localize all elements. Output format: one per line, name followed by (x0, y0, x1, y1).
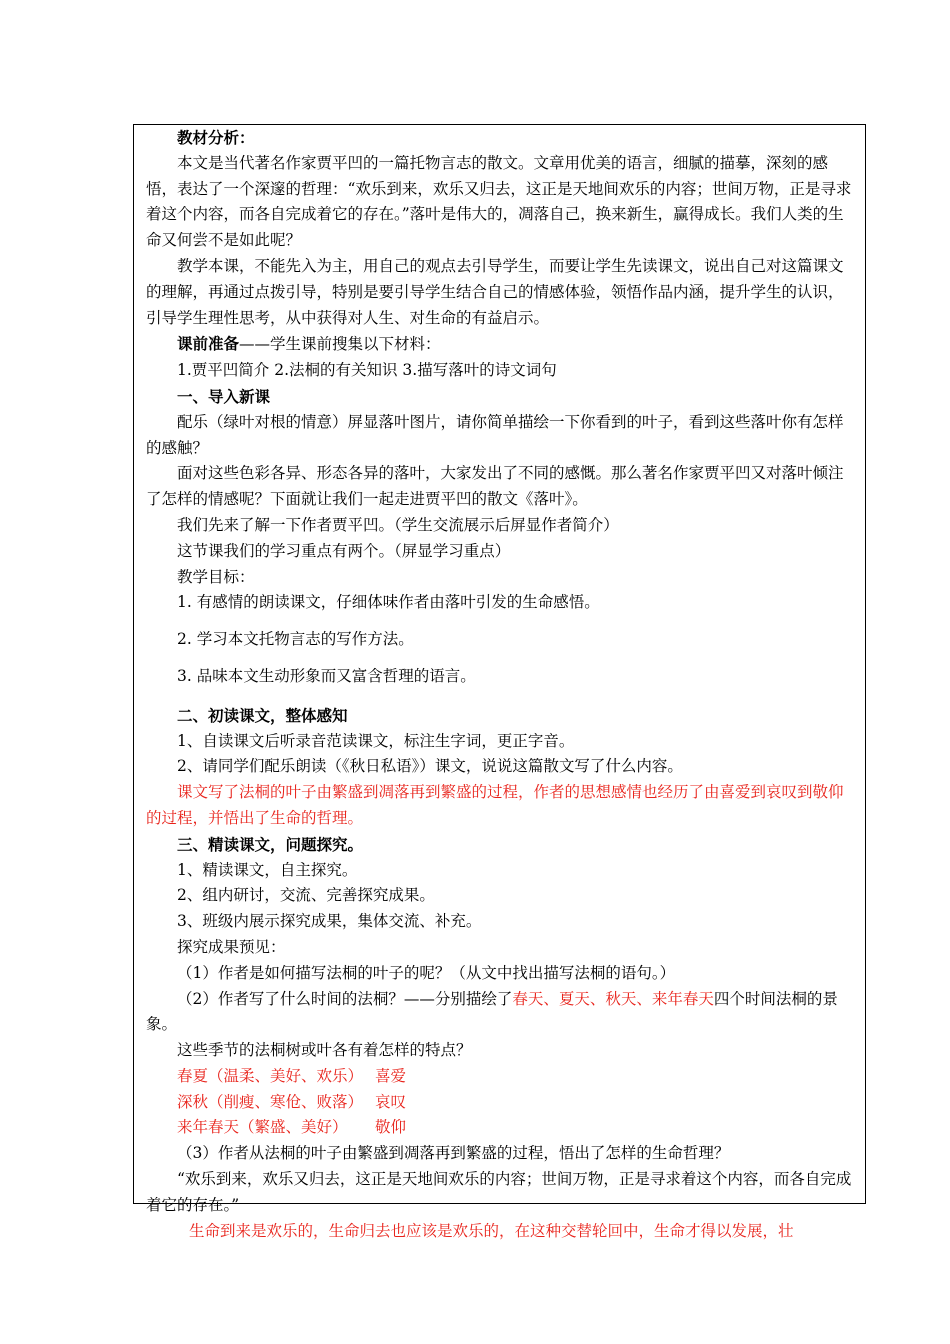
question-2-end: 四个时间法桐的景象。 (146, 989, 838, 1034)
question-2-text: （2）作者写了什么时间的法桐？——分别描绘了 (177, 989, 513, 1008)
goal-1: 1. 有感情的朗读课文，仔细体味作者由落叶引发的生命感悟。 (177, 593, 600, 612)
season-feeling: 哀叹 (375, 1092, 407, 1111)
preparation-items: 1.贾平凹简介 2.法桐的有关知识 3.描写落叶的诗文词句 (177, 361, 557, 380)
reading-answer: 课文写了法桐的叶子由繁盛到凋落再到繁盛的过程，作者的思想感情也经历了由喜爱到哀叹到敬仰的过程，并悟出了生命的哲理。 (146, 783, 844, 827)
goal-2: 2. 学习本文托物言志的写作方法。 (177, 630, 414, 649)
preparation-text: ——学生课前搜集以下材料： (239, 335, 441, 354)
heading-close-reading: 三、精读课文，问题探究。 (177, 834, 364, 854)
season-row (146, 1064, 857, 1090)
season-question: 这些季节的法桐树或叶各有着怎样的特点？ (177, 1041, 472, 1060)
intro-paragraph-2: 面对这些色彩各异、形态各异的落叶，大家发出了不同的感慨。那么著名作家贾平凹又对落叶倾注了怎样的情感呢？下面就让我们一起走进贾平凹的散文《落叶》。 (146, 464, 844, 509)
goals-label: 教学目标： (177, 567, 255, 586)
study-step-3: 3、班级内展示探究成果，集体交流、补充。 (177, 912, 482, 931)
season-name: 春夏（温柔、美好、欢乐） (177, 1066, 364, 1085)
lesson-plan-table-cell (133, 124, 866, 1240)
preparation-label: 课前准备 (177, 334, 240, 354)
question-3: （3）作者从法桐的叶子由繁盛到凋落再到繁盛的过程，悟出了怎样的生命哲理？ (177, 1144, 730, 1163)
season-row (146, 1115, 857, 1141)
analysis-paragraph-1: 本文是当代著名作家贾平凹的一篇托物言志的散文。文章用优美的语言，细腻的描摹，深刻的感悟，表达了一个深邃的哲理：“欢乐到来，欢乐又归去，这正是天地间欢乐的内容；世间万物，正是寻求着这个内容，而各自完成着它的存在。”落叶是伟大的，凋落自己，换来新生，赢得成长。我们人类的生命又何尝不是如此呢？ (146, 153, 852, 250)
season-feeling: 喜爱 (375, 1066, 407, 1085)
reading-step-2: 2、请同学们配乐朗读（《秋日私语》）课文，说说这篇散文写了什么内容。 (177, 757, 683, 776)
season-name: 深秋（削瘦、寒伧、败落） (177, 1092, 364, 1111)
question-2-seasons: 春天、夏天、秋天、来年春天 (512, 989, 714, 1008)
season-row (146, 1090, 857, 1116)
intro-paragraph-1: 配乐（绿叶对根的情意）屏显落叶图片，请你简单描绘一下你看到的叶子，看到这些落叶你有怎样的感触？ (146, 412, 844, 457)
study-step-2: 2、组内研讨，交流、完善探究成果。 (177, 886, 435, 905)
philosophy-quote: “欢乐到来，欢乐又归去，这正是天地间欢乐的内容；世间万物，正是寻求着这个内容，而各自完成着它的存在。” (146, 1170, 852, 1214)
question-1: （1）作者是如何描写法桐的叶子的呢？（从文中找出描写法桐的语句。） (177, 963, 676, 982)
preparation-line (146, 331, 857, 358)
study-step-1: 1、精读课文，自主探究。 (177, 860, 358, 879)
preview-label: 探究成果预见： (177, 937, 286, 956)
intro-paragraph-3: 我们先来了解一下作者贾平凹。（学生交流展示后屏显作者简介） (177, 515, 619, 534)
reading-step-1: 1、自读课文后听录音范读课文，标注生字词，更正字音。 (177, 731, 575, 750)
season-feeling: 敬仰 (375, 1118, 407, 1137)
heading-intro: 一、导入新课 (177, 386, 271, 406)
season-name: 来年春天（繁盛、美好） (177, 1118, 348, 1137)
question-2 (146, 987, 857, 1039)
analysis-paragraph-2: 教学本课，不能先入为主，用自己的观点去引导学生，而要让学生先读课文，说出自己对这篇课文的理解，再通过点拨引导，特别是要引导学生结合自己的情感体验，领悟作品内涵，提升学生的认识，引导学生理性思考，从中获得对人生、对生命的有益启示。 (146, 256, 844, 327)
philosophy-answer: 生命到来是欢乐的，生命归去也应该是欢乐的，在这种交替轮回中，生命才得以发展，壮 (189, 1221, 794, 1240)
heading-first-reading: 二、初读课文，整体感知 (177, 705, 348, 725)
goal-3: 3. 品味本文生动形象而又富含哲理的语言。 (177, 666, 476, 685)
analysis-title: 教材分析： (177, 128, 255, 147)
lesson-plan-content (146, 125, 857, 1244)
intro-paragraph-4: 这节课我们的学习重点有两个。（屏显学习重点） (177, 541, 511, 560)
